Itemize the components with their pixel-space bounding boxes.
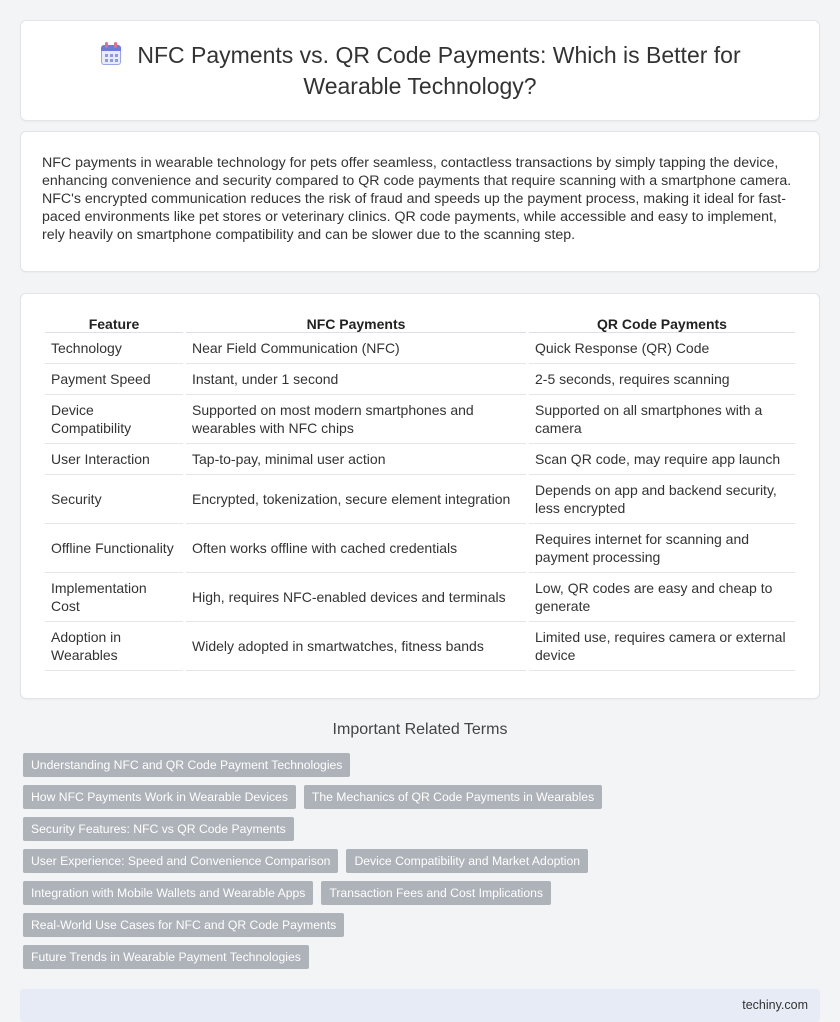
related-tag[interactable]: User Experience: Speed and Convenience Comparison xyxy=(23,849,338,873)
table-cell-qr: Limited use, requires camera or external device xyxy=(529,622,795,671)
related-tag[interactable]: Future Trends in Wearable Payment Technologies xyxy=(23,945,309,969)
table-row xyxy=(45,395,795,444)
comparison-table-card xyxy=(20,293,820,699)
table-header-row xyxy=(45,308,795,333)
table-cell-feature: Security xyxy=(45,475,183,524)
table-row xyxy=(45,622,795,671)
table-cell-qr: Supported on all smartphones with a camera xyxy=(529,395,795,444)
related-tag[interactable]: Transaction Fees and Cost Implications xyxy=(321,881,551,905)
table-cell-qr: Requires internet for scanning and payment processing xyxy=(529,524,795,573)
table-cell-nfc: Instant, under 1 second xyxy=(186,364,526,395)
table-cell-feature: Technology xyxy=(45,333,183,364)
table-cell-qr: Quick Response (QR) Code xyxy=(529,333,795,364)
related-terms-section xyxy=(20,721,820,977)
table-cell-qr: 2-5 seconds, requires scanning xyxy=(529,364,795,395)
table-cell-feature: Offline Functionality xyxy=(45,524,183,573)
footer xyxy=(20,989,820,1022)
calendar-icon xyxy=(99,42,123,66)
table-cell-nfc: Encrypted, tokenization, secure element integration xyxy=(186,475,526,524)
table-cell-feature: Payment Speed xyxy=(45,364,183,395)
page-title-wrap xyxy=(61,40,779,102)
table-row xyxy=(45,333,795,364)
related-tag[interactable]: Real-World Use Cases for NFC and QR Code Payments xyxy=(23,913,344,937)
table-cell-nfc: Near Field Communication (NFC) xyxy=(186,333,526,364)
intro-card xyxy=(20,131,820,272)
table-cell-nfc: Widely adopted in smartwatches, fitness bands xyxy=(186,622,526,671)
table-cell-nfc: Supported on most modern smartphones and wearables with NFC chips xyxy=(186,395,526,444)
table-cell-nfc: High, requires NFC-enabled devices and terminals xyxy=(186,573,526,622)
related-tag[interactable]: How NFC Payments Work in Wearable Devices xyxy=(23,785,296,809)
table-cell-feature: Device Compatibility xyxy=(45,395,183,444)
comparison-table xyxy=(42,308,798,671)
footer-site-link[interactable]: techiny.com xyxy=(742,998,808,1012)
table-cell-nfc: Often works offline with cached credentials xyxy=(186,524,526,573)
related-tag[interactable]: Device Compatibility and Market Adoption xyxy=(346,849,588,873)
page-title: NFC Payments vs. QR Code Payments: Which is Better for Wearable Technology? xyxy=(137,41,741,99)
table-cell-qr: Low, QR codes are easy and cheap to generate xyxy=(529,573,795,622)
table-cell-qr: Depends on app and backend security, less encrypted xyxy=(529,475,795,524)
related-terms-title: Important Related Terms xyxy=(332,721,508,738)
column-header-qr: QR Code Payments xyxy=(529,308,795,333)
table-cell-feature: Adoption in Wearables xyxy=(45,622,183,671)
related-tag[interactable]: Security Features: NFC vs QR Code Payments xyxy=(23,817,294,841)
related-tag[interactable]: Understanding NFC and QR Code Payment Technologies xyxy=(23,753,350,777)
table-row xyxy=(45,524,795,573)
table-cell-qr: Scan QR code, may require app launch xyxy=(529,444,795,475)
table-row xyxy=(45,444,795,475)
column-header-nfc: NFC Payments xyxy=(186,308,526,333)
table-cell-nfc: Tap-to-pay, minimal user action xyxy=(186,444,526,475)
table-row xyxy=(45,475,795,524)
header-card xyxy=(20,20,820,121)
related-tag[interactable]: The Mechanics of QR Code Payments in Wearables xyxy=(304,785,602,809)
table-cell-feature: User Interaction xyxy=(45,444,183,475)
table-cell-feature: Implementation Cost xyxy=(45,573,183,622)
column-header-feature: Feature xyxy=(45,308,183,333)
related-tag[interactable]: Integration with Mobile Wallets and Wearable Apps xyxy=(23,881,313,905)
table-row xyxy=(45,573,795,622)
related-tags xyxy=(23,753,623,977)
intro-paragraph: NFC payments in wearable technology for pets offer seamless, contactless transactions by simply tapping the device, enhancing convenience and security compared to QR code payments that require scanning with a smartphone camera. NFC's encrypted communication reduces the risk of fraud and speeds up the payment process, making it ideal for fast-paced environments like pet stores or veterinary clinics. QR code payments, while accessible and easy to implement, rely heavily on smartphone compatibility and can be slower due to the scanning step. xyxy=(42,155,792,243)
table-row xyxy=(45,364,795,395)
